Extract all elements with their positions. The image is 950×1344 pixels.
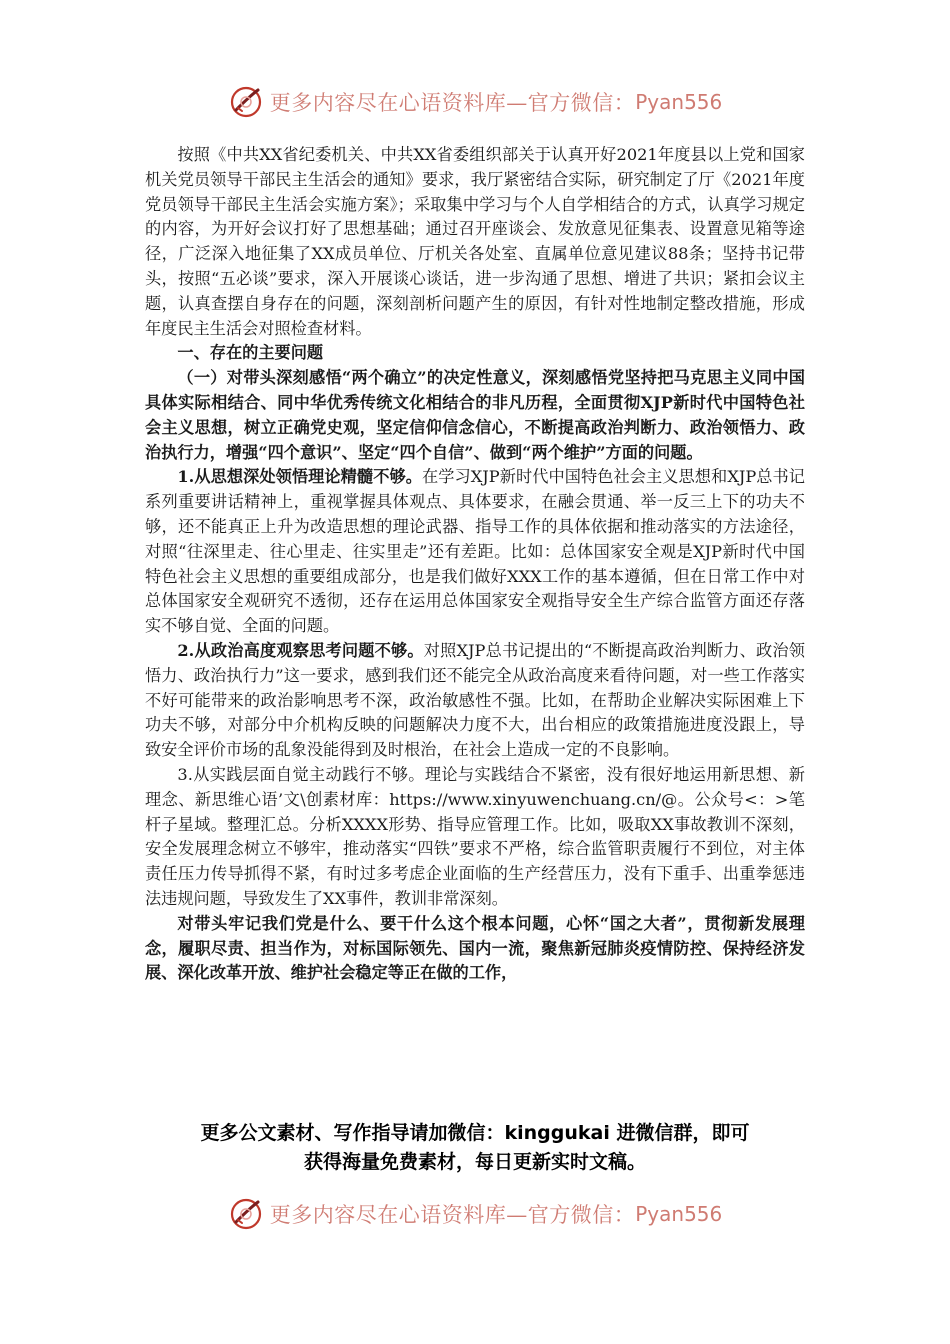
item-1-paragraph: [145, 465, 805, 639]
banner-wechat-id: Pyan556: [635, 90, 723, 114]
intro-paragraph: 按照《中共XX省纪委机关、中共XX省委组织部关于认真开好2021年度县以上党和国家机关党员领导干部民主生活会的通知》要求，我厅紧密结合实际，研究制定了厅《2021年度党员领导干部民主生活会实施方案》；采取集中学习与个人自学相结合的方式，认真学习规定的内容，为开好会议打好了思想基础；通过召开座谈会、发放意见征集表、设置意见箱等途径，广泛深入地征集了XX成员单位、厅机关各处室、直属单位意见建议88条；坚持书记带头，按照“五必谈”要求，深入开展谈心谈话，进一步沟通了思想、增进了共识；紧扣会议主题，认真查摆自身存在的问题，深刻剖析问题产生的原因，有针对性地制定整改措施，形成年度民主生活会对照检查材料。: [145, 145, 805, 338]
item-3-paragraph: 3.从实践层面自觉主动践行不够。理论与实践结合不紧密，没有很好地运用新思想、新理念、新思维心语’文\创素材库：https://www.xinyuwenchuang.cn/@。公众号<：>笔杆子星域。整理汇总。分析XXXX形势、指导应管理工作。比如，吸取XX事故教训不深刻，安全发展理念树立不够牢，推动落实“四铁”要求不严格，综合监管职责履行不到位，对主体责任压力传导抓得不紧，有时过多考虑企业面临的生产经营压力，没有下重手、出重拳惩违法违规问题，导致发生了XX事件，教训非常深刻。: [145, 764, 805, 908]
item-2-body: 对照XJP总书记提出的“不断提高政治判断力、政治领悟力、政治执行力”这一要求，感到我们还不能完全从政治高度来看待问题，对一些工作落实不好可能带来的政治影响思考不深，政治敏感性不强。比如，在帮助企业解决实际困难上下功夫不够，对部分中介机构反映的问题解决力度不大，出台相应的政策措施进度没跟上，导致安全评价市场的乱象没能得到及时根治，在社会上造成一定的不良影响。: [145, 640, 805, 760]
pen-swirl-logo-icon: [228, 84, 264, 120]
pen-swirl-logo-icon: [228, 1196, 264, 1232]
header-watermark-banner: [0, 82, 950, 122]
item-2-paragraph: [145, 639, 805, 763]
promo-notice: [0, 1119, 950, 1177]
subsection-heading-2: 对带头牢记我们党是什么、要干什么这个根本问题，心怀“国之大者”，贯彻新发展理念，履职尽责、担当作为，对标国际领先、国内一流，聚焦新冠肺炎疫情防控、保持经济发展、深化改革开放、维护社会稳定等正在做的工作，: [145, 913, 805, 983]
banner-text: 更多内容尽在心语资料库—官方微信：: [269, 1203, 636, 1227]
section-heading: 一、存在的主要问题: [177, 343, 324, 363]
promo-line-2: 获得海量免费素材，每日更新实时文稿。: [303, 1151, 646, 1173]
item-1-body: 在学习XJP新时代中国特色社会主义思想和XJP总书记系列重要讲话精神上，重视掌握具体观点、具体要求，在融会贯通、举一反三上下的功夫不够，还不能真正上升为改造思想的理论武器、指导工作的具体依据和推动落实的方法途径，对照“往深里走、往心里走、往实里走”还有差距。比如：总体国家安全观是XJP新时代中国特色社会主义思想的重要组成部分，也是我们做好XXX工作的基本遵循，但在日常工作中对总体国家安全观研究不透彻，还存在运用总体国家安全观指导安全生产综合监管方面还存落实不够自觉、全面的问题。: [145, 467, 805, 636]
item-2-heading: 2.从政治高度观察思考问题不够。: [177, 640, 424, 660]
subsection-heading-1: （一）对带头深刻感悟“两个确立”的决定性意义，深刻感悟党坚持把马克思主义同中国具体实际相结合、同中华优秀传统文化相结合的非凡历程，全面贯彻XJP新时代中国特色社会主义思想，树立正确党史观，坚定信仰信念信心，不断提高政治判断力、政治领悟力、政治执行力，增强“四个意识”、坚定“四个自信”、做到“两个维护”方面的问题。: [145, 368, 805, 462]
document-body: [145, 143, 805, 986]
item-1-heading: 1.从思想深处领悟理论精髓不够。: [177, 467, 422, 487]
banner-wechat-id: Pyan556: [635, 1202, 723, 1226]
promo-line-1: 更多公文素材、写作指导请加微信：kinggukai 进微信群，即可: [200, 1122, 750, 1144]
footer-watermark-banner: [0, 1194, 950, 1234]
banner-text: 更多内容尽在心语资料库—官方微信：: [269, 91, 636, 115]
